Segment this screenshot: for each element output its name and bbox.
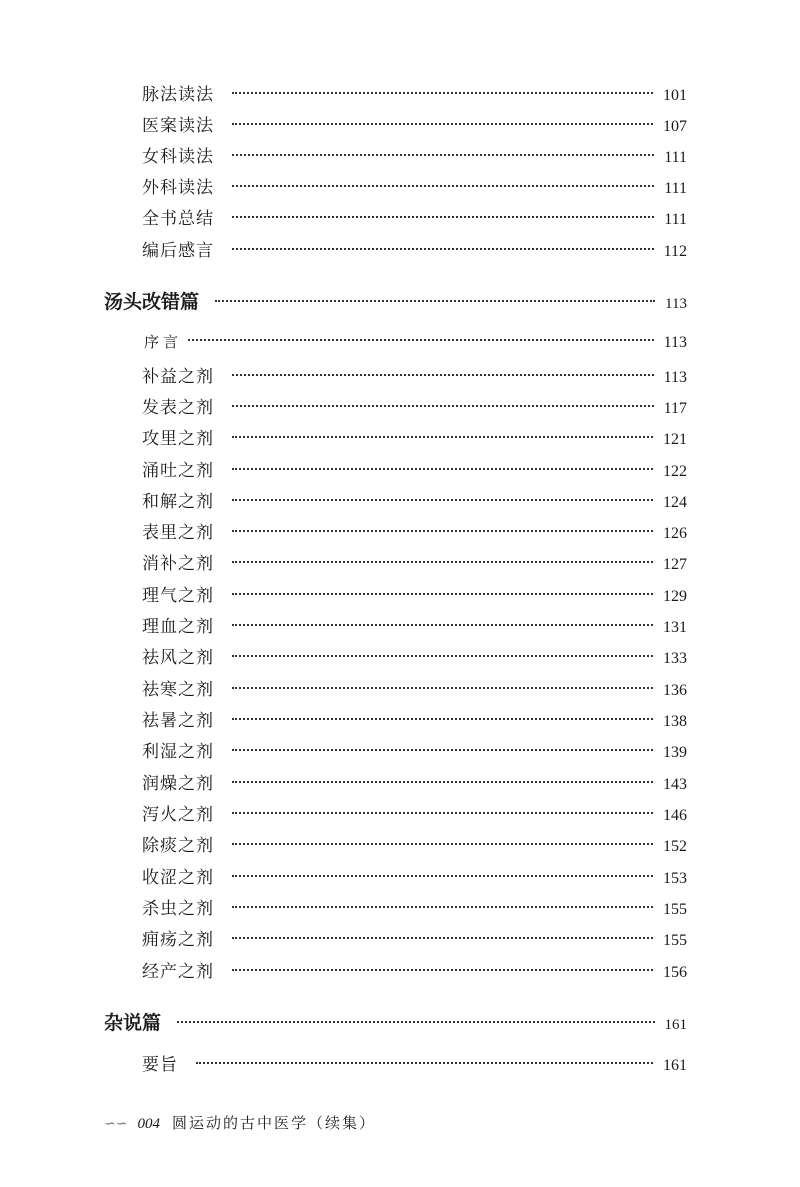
entry-page: 117 [663,400,687,417]
entry-title: 编后感言 [142,241,214,261]
toc-entry[interactable] [142,456,687,481]
dot-leader [177,1021,654,1023]
toc-entry[interactable] [142,706,687,731]
entry-title: 祛暑之剂 [142,711,214,731]
entry-title: 女科读法 [142,147,214,167]
dot-leader [232,154,654,156]
footer-book-title: 圆运动的古中医学（续集） [171,1114,376,1132]
toc-entry[interactable] [142,393,687,418]
entry-title: 外科读法 [142,178,214,198]
toc-entry[interactable] [142,894,687,919]
toc-entry[interactable] [142,863,687,888]
entry-page: 121 [663,431,687,448]
entry-title: 脉法读法 [142,85,214,105]
entry-page: 124 [663,494,687,511]
toc-entry[interactable] [142,549,687,574]
entry-title: 消补之剂 [142,554,214,574]
section-title: 汤头改错篇 [104,291,200,313]
toc-entry[interactable] [142,236,687,261]
toc-entry[interactable] [142,142,687,167]
entry-title: 要旨 [142,1055,178,1075]
dot-leader [232,374,654,376]
entry-title: 理血之剂 [142,617,214,637]
toc-entry[interactable] [142,643,687,668]
toc-entry[interactable] [142,831,687,856]
entry-title: 利湿之剂 [142,742,214,762]
entry-title: 痈疡之剂 [142,930,214,950]
toc-entry[interactable] [142,675,687,700]
dot-leader [232,593,653,595]
dot-leader [232,655,653,657]
entry-page: 155 [663,932,687,949]
toc-entry[interactable] [142,800,687,825]
toc-entry[interactable] [142,518,687,543]
entry-page: 155 [663,901,687,918]
entry-title: 收涩之剂 [142,868,214,888]
entry-title: 泻火之剂 [142,805,214,825]
dot-leader [232,624,653,626]
dot-leader [215,300,655,302]
preface-entry[interactable] [144,331,687,352]
dot-leader [232,687,653,689]
footer-ornament-icon: ∽∽ [104,1116,128,1132]
dot-leader [232,937,653,939]
toc-entry[interactable] [142,80,687,105]
dot-leader [232,875,653,877]
section-title: 杂说篇 [104,1012,162,1034]
entry-title: 补益之剂 [142,367,214,387]
entry-page: 136 [663,682,687,699]
entry-page: 113 [663,334,687,351]
entry-page: 111 [664,180,687,197]
section-heading[interactable] [104,1008,687,1035]
dot-leader [232,216,654,218]
entry-title: 序言 [144,333,183,351]
entry-title: 祛风之剂 [142,648,214,668]
dot-leader [232,969,653,971]
entry-page: 146 [663,807,687,824]
section-heading[interactable] [104,287,687,314]
entry-title: 杀虫之剂 [142,899,214,919]
entry-page: 127 [663,556,687,573]
entry-title: 涌吐之剂 [142,461,214,481]
toc-entry[interactable] [142,769,687,794]
dot-leader [232,92,653,94]
dot-leader [232,561,653,563]
toc-entry[interactable] [142,424,687,449]
entry-page: 143 [663,776,687,793]
entry-title: 表里之剂 [142,523,214,543]
entry-page: 139 [663,744,687,761]
entry-title: 除痰之剂 [142,836,214,856]
toc-entry[interactable] [142,111,687,136]
entry-page: 131 [663,619,687,636]
dot-leader [232,185,654,187]
dot-leader [232,499,653,501]
entry-title: 经产之剂 [142,962,214,982]
entry-page: 112 [663,243,687,260]
entry-page: 133 [663,650,687,667]
toc-entry[interactable] [142,204,687,229]
toc-entry[interactable] [142,487,687,512]
toc-entry[interactable] [142,581,687,606]
section-page: 113 [665,296,687,312]
entry-title: 医案读法 [142,116,214,136]
dot-leader [232,405,654,407]
toc-entry[interactable] [142,737,687,762]
toc-entry[interactable] [142,173,687,198]
dot-leader [232,843,653,845]
entry-page: 156 [663,964,687,981]
entry-page: 129 [663,588,687,605]
dot-leader [232,781,653,783]
entry-page: 111 [664,149,687,166]
page-footer [104,1112,376,1133]
entry-title: 发表之剂 [142,398,214,418]
entry-title: 攻里之剂 [142,429,214,449]
dot-leader [232,436,653,438]
entry-title: 理气之剂 [142,586,214,606]
toc-entry[interactable] [142,612,687,637]
footer-page-number: 004 [137,1116,160,1132]
entry-title: 全书总结 [142,209,214,229]
entry-page: 107 [663,118,687,135]
dot-leader [232,718,653,720]
entry-page: 101 [663,87,687,104]
dot-leader [188,339,654,341]
section-page: 161 [664,1017,687,1033]
entry-page: 111 [664,211,687,228]
entry-title: 祛寒之剂 [142,680,214,700]
dot-leader [232,468,653,470]
entry-page: 153 [663,870,687,887]
entry-page: 126 [663,525,687,542]
entry-title: 和解之剂 [142,492,214,512]
dot-leader [232,248,654,250]
entry-page: 113 [663,369,687,386]
entry-page: 122 [663,463,687,480]
dot-leader [232,123,653,125]
dot-leader [232,749,653,751]
entry-page: 161 [663,1057,687,1074]
toc-entry[interactable] [142,925,687,950]
toc-entry[interactable] [142,957,687,982]
dot-leader [196,1062,653,1064]
entry-page: 152 [663,838,687,855]
entry-title: 润燥之剂 [142,774,214,794]
toc-entry[interactable] [142,362,687,387]
entry-page: 138 [663,713,687,730]
dot-leader [232,530,653,532]
toc-entry[interactable] [142,1050,687,1075]
dot-leader [232,906,653,908]
dot-leader [232,812,653,814]
